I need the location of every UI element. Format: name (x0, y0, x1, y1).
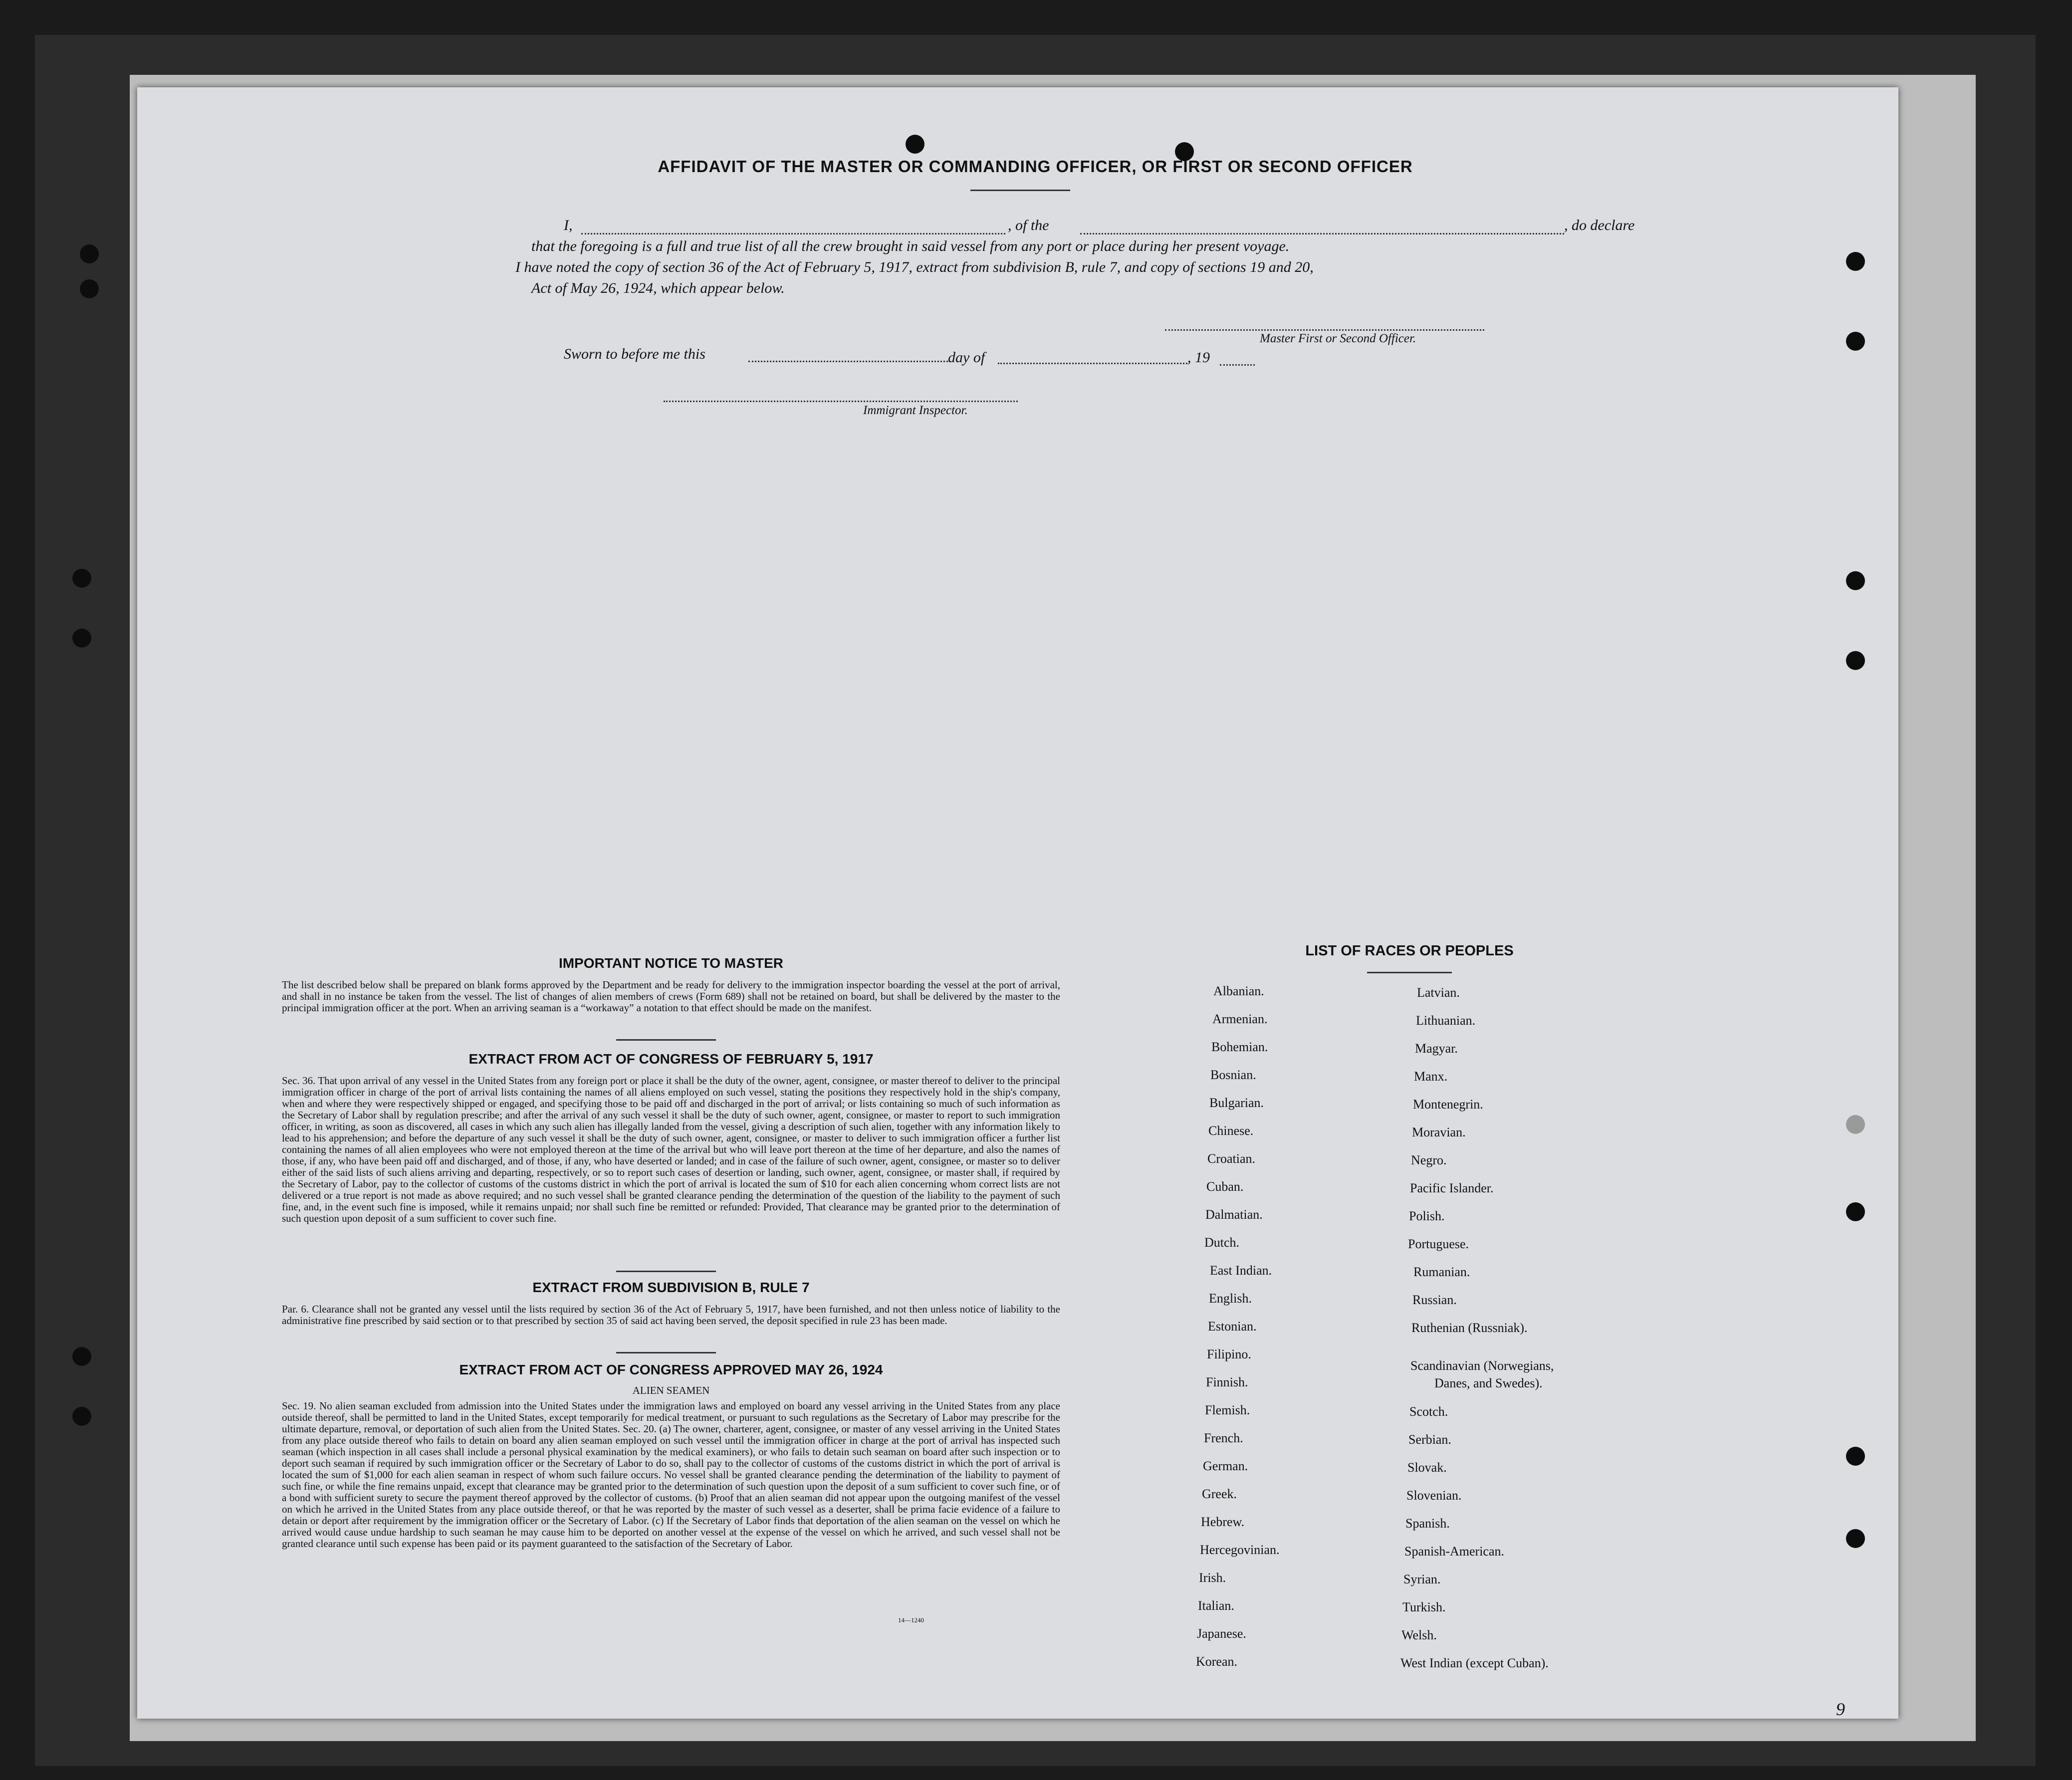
extract-1924-title: EXTRACT FROM ACT OF CONGRESS APPROVED MAY 26, 1924 (459, 1362, 883, 1377)
race-item: Greek. (1202, 1487, 1237, 1501)
race-item: Japanese. (1197, 1626, 1246, 1641)
race-item: Armenian. (1212, 1012, 1268, 1026)
race-item: Hercegovinian. (1200, 1543, 1280, 1557)
subdiv-b-body: Par. 6. Clearance shall not be granted any vessel until the lists required by section 36 of the Act of February 5, 1917, have been furnished, and not then unless notice of liability to the administrative fine prescribed by said section or to that prescribed by section 35 of said act having been served, the deposit specified in rule 23 has been made. (282, 1303, 1060, 1327)
race-item: Serbian. (1408, 1432, 1451, 1447)
race-item: Russian. (1412, 1293, 1457, 1307)
punch-hole-icon (1846, 1447, 1865, 1466)
subdiv-b-title: EXTRACT FROM SUBDIVISION B, RULE 7 (532, 1280, 810, 1295)
race-item: Moravian. (1412, 1125, 1466, 1139)
race-item: Spanish-American. (1404, 1544, 1505, 1558)
race-item: Latvian. (1417, 985, 1460, 1000)
race-item: Danes, and Swedes). (1434, 1376, 1543, 1390)
race-item: Montenegrin. (1413, 1097, 1483, 1112)
race-item: Estonian. (1208, 1319, 1257, 1334)
race-item: Manx. (1414, 1069, 1448, 1084)
race-item: Chinese. (1208, 1123, 1254, 1138)
race-item: Bohemian. (1211, 1040, 1268, 1054)
affidavit-line2: I have noted the copy of section 36 of the Act of February 5, 1917, extract from subdivision B, rule 7, and copy of sections 19 and 20, (515, 259, 1314, 275)
race-item: Spanish. (1405, 1516, 1450, 1531)
day-of-label: day of (948, 349, 985, 366)
race-item: Slovak. (1407, 1460, 1447, 1475)
affidavit-do-declare: , do declare (1564, 217, 1635, 233)
binder-hole-icon (72, 1347, 91, 1366)
races-title: LIST OF RACES OR PEOPLES (1305, 943, 1514, 959)
sworn-label: Sworn to before me this (564, 346, 705, 362)
punch-hole-icon (1846, 1529, 1865, 1548)
punch-hole-icon (1846, 1202, 1865, 1221)
race-item: German. (1203, 1459, 1248, 1473)
name-blank[interactable] (581, 233, 1005, 234)
race-item: Filipino. (1207, 1347, 1251, 1361)
punch-hole-icon (1846, 252, 1865, 271)
binder-hole-icon (72, 1407, 91, 1426)
binder-hole-icon (72, 629, 91, 648)
punch-hole-icon (906, 135, 924, 154)
race-item: Bulgarian. (1209, 1096, 1264, 1110)
race-item: Polish. (1409, 1209, 1445, 1223)
race-item: Pacific Islander. (1410, 1181, 1494, 1195)
section-rule (616, 1352, 716, 1353)
extract-1924-subtitle: ALIEN SEAMEN (632, 1384, 710, 1396)
extract-1917-body: Sec. 36. That upon arrival of any vessel in the United States from any foreign port or place it shall be the duty of the owner, agent, consignee, or master thereof to deliver to the principal immigration officer in charge of the port of arrival lists containing the names of all aliens employed on such vessel, stating the positions they respectively hold in the ship's company, when and where they were respectively shipped or engaged, and specifying those to be paid off and discharged in the port of arrival; or lists containing so much of such information as the Secretary of Labor shall by regulation prescribe; and after the arrival of any such vessel it shall be the duty of such owner, agent, consignee, or master to report to such immigration officer, in writing, as soon as discovered, all cases in which any such alien has illegally landed from the vessel, giving a description of such alien, together with any information likely to lead to his apprehension; and before the departure of any such vessel it shall be the duty of such owner, agent, consignee, or master to deliver to such immigration officer a further list containing the names of all alien employees who were not employed thereon at the time of the arrival but who will leave port thereon at the time of her departure, and also the names of those, if any, who have been paid off and discharged, and of those, if any, who have deserted or landed; and in case of the failure of such owner, agent, consignee, or master so to deliver either of the said lists of such aliens arriving and departing, respectively, or so to report such cases of desertion or landing, such owner, agent, consignee, or master shall, if required by the Secretary of Labor, pay to the collector of customs of the customs district in which the port of arrival is located the sum of $10 for each alien concerning whom correct lists are not delivered or a true report is not made as above required; and no such vessel shall be granted clearance pending the determination of the question of the liability to the payment of such fine, and, in the event such fine is imposed, while it remains unpaid; nor shall such fine be remitted or refunded: Provided, That clearance may be granted prior to the determination of such question upon deposit of a sum sufficient to cover such fine. (282, 1075, 1060, 1224)
binder-hole-icon (72, 569, 91, 588)
race-item: Dalmatian. (1205, 1207, 1263, 1222)
notice-body: The list described below shall be prepared on blank forms approved by the Department and be ready for delivery to the immigration inspector boarding the vessel at the port of arrival, and shall in no instance be taken from the vessel. The list of changes of alien members of crews (Form 689) shall not be retained on board, but shall be delivered by the master to the principal immigration officer at the port. When an arriving seaman is a “workaway” a notation to that effect should be made on the manifest. (282, 979, 1060, 1014)
race-item: Turkish. (1402, 1600, 1446, 1614)
binder-hole-icon (80, 244, 99, 263)
race-item: Hebrew. (1201, 1515, 1245, 1529)
race-item: Cuban. (1206, 1179, 1244, 1194)
section-rule (616, 1271, 716, 1272)
punch-hole-icon (1846, 332, 1865, 351)
year-blank[interactable] (1220, 364, 1255, 366)
race-item: Dutch. (1204, 1235, 1240, 1250)
vessel-blank[interactable] (1080, 233, 1564, 234)
race-item: Croatian. (1207, 1151, 1256, 1166)
race-item: Finnish. (1206, 1375, 1248, 1389)
race-item: Portuguese. (1408, 1237, 1469, 1251)
inspector-signature-blank[interactable] (664, 401, 1018, 402)
year-label: , 19 (1187, 349, 1210, 366)
race-item: Flemish. (1205, 1403, 1250, 1417)
race-item: Slovenian. (1406, 1488, 1462, 1503)
sworn-date-blank[interactable] (748, 361, 948, 362)
race-item: Albanian. (1213, 984, 1264, 998)
race-item: Italian. (1198, 1598, 1234, 1613)
race-item: Ruthenian (Russniak). (1411, 1321, 1528, 1335)
form-page (137, 87, 1898, 1719)
race-item: English. (1209, 1291, 1252, 1306)
race-item: French. (1204, 1431, 1243, 1445)
punch-hole-icon (1846, 1115, 1865, 1134)
affidavit-title: AFFIDAVIT OF THE MASTER OR COMMANDING OFFICER, OR FIRST OR SECOND OFFICER (658, 157, 1413, 176)
race-item: Magyar. (1415, 1041, 1458, 1056)
race-item: West Indian (except Cuban). (1400, 1656, 1549, 1670)
inspector-caption: Immigrant Inspector. (863, 404, 968, 417)
affidavit-line1: that the foregoing is a full and true list of all the crew brought in said vessel from any port or place during her present voyage. (531, 238, 1290, 254)
binder-hole-icon (80, 279, 99, 298)
race-item: Syrian. (1403, 1572, 1441, 1586)
race-item: Irish. (1199, 1570, 1226, 1585)
race-item: Negro. (1411, 1153, 1447, 1167)
race-item: Lithuanian. (1416, 1013, 1476, 1028)
title-rule (970, 190, 1070, 191)
notice-title: IMPORTANT NOTICE TO MASTER (558, 955, 784, 971)
master-caption: Master First or Second Officer. (1260, 332, 1416, 345)
race-item: Korean. (1196, 1654, 1238, 1669)
affidavit-line3: Act of May 26, 1924, which appear below. (531, 280, 785, 296)
race-item: Bosnian. (1210, 1068, 1256, 1082)
race-item: Scotch. (1409, 1404, 1448, 1419)
section-rule (616, 1039, 716, 1041)
form-number: 14—1240 (898, 1616, 924, 1624)
race-item: Rumanian. (1413, 1265, 1470, 1279)
affidavit-i-label: I, (564, 217, 573, 233)
margin-mark: 9 (1836, 1699, 1845, 1719)
races-rule (1367, 972, 1452, 973)
punch-hole-icon (1846, 571, 1865, 590)
race-item: East Indian. (1210, 1263, 1272, 1278)
affidavit-of-the: , of the (1008, 217, 1049, 233)
race-item: Scandinavian (Norwegians, (1410, 1358, 1554, 1373)
month-blank[interactable] (998, 363, 1187, 364)
punch-hole-icon (1846, 651, 1865, 670)
master-signature-blank[interactable] (1165, 329, 1484, 331)
race-item: Welsh. (1401, 1628, 1437, 1642)
extract-1924-body: Sec. 19. No alien seaman excluded from admission into the United States under the immigration laws and employed on board any vessel arriving in the United States from any place outside thereof, shall be permitted to land in the United States, except temporarily for medical treatment, or pursuant to such regulations as the Secretary of Labor may prescribe for the ultimate departure, removal, or deportation of such alien from the United States. Sec. 20. (a) The owner, charterer, agent, consignee, or master of any vessel arriving in the United States from any place outside thereof who fails to detain on board any alien seaman employed on such vessel until the immigration officer in charge at the port of arrival has inspected such seaman (which inspection in all cases shall include a personal physical examination by the medical examiners), or who fails to detain such seaman on board after such inspection or to deport such seaman if required by such immigration officer or the Secretary of Labor to do so, shall pay to the collector of customs of the customs district in which the port of arrival is located the sum of $1,000 for each alien seaman in respect of whom such failure occurs. No vessel shall be granted clearance pending the determination of the liability to payment of such fine, or while the fine remains unpaid, except that clearance may be granted prior to the determination of such question upon the deposit of a sum sufficient to cover such fine, or of a bond with sufficient surety to secure the payment thereof approved by the collector of customs. (b) Proof that an alien seaman did not appear upon the outgoing manifest of the vessel on which he arrived in the United States from any place outside thereof, or that he was reported by the master of such vessel as a deserter, shall be prima facie evidence of a failure to detain or deport after requirement by the immigration officer or the Secretary of Labor. (c) If the Secretary of Labor finds that deportation of the alien seaman on the vessel on which he arrived would cause undue hardship to such seaman he may cause him to be deported on another vessel at the expense of the vessel on which he arrived, and such vessel shall not be granted clearance until such expense has been paid or its payment guaranteed to the satisfaction of the Secretary of Labor. (282, 1400, 1060, 1550)
extract-1917-title: EXTRACT FROM ACT OF CONGRESS OF FEBRUARY 5, 1917 (468, 1051, 874, 1067)
